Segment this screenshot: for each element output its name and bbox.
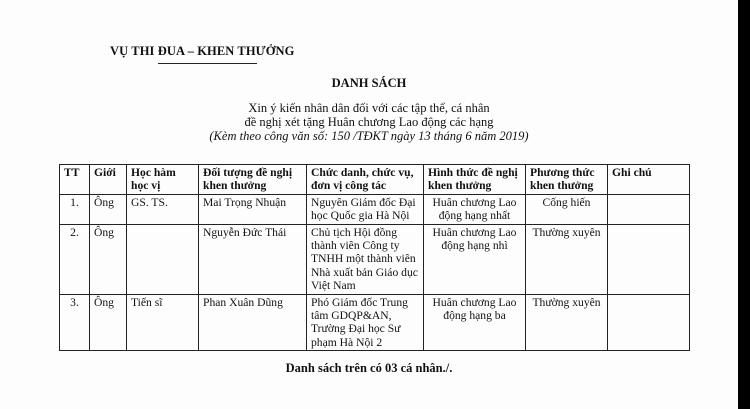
subtitle-line-2: đề nghị xét tặng Huân chương Lao động các hạng (244, 115, 494, 129)
cell-award: Huân chương Lao động hạng nhất (424, 194, 526, 224)
document-title: DANH SÁCH (331, 76, 407, 90)
cell-index: 3. (60, 294, 90, 351)
cell-method: Thường xuyên (526, 224, 608, 294)
subtitle-line-1: Xin ý kiến nhân dân đối với các tập thể, cá nhân (248, 101, 490, 115)
cell-gender: Ông (90, 294, 127, 351)
cell-method: Cống hiến (526, 194, 608, 224)
column-header: Chức danh, chức vụ, đơn vị công tác (307, 165, 424, 195)
cell-position: Nguyên Giám đốc Đại học Quốc gia Hà Nội (307, 194, 424, 224)
table-row (60, 294, 690, 351)
column-header: Đối tượng đề nghị khen thưởng (199, 165, 307, 195)
reference-note: (Kèm theo công văn số: 150 /TĐKT ngày 13 tháng 6 năm 2019) (209, 129, 529, 143)
cell-note (608, 294, 690, 351)
cell-method: Thường xuyên (526, 294, 608, 351)
cell-index: 1. (60, 194, 90, 224)
cell-note (608, 194, 690, 224)
cell-position: Phó Giám đốc Trung tâm GDQP&AN, Trường Đại học Sư phạm Hà Nội 2 (307, 294, 424, 351)
column-header: Ghi chú (608, 165, 690, 195)
department-underline (158, 63, 257, 64)
column-header: Hình thức đề nghị khen thưởng (424, 165, 526, 195)
cell-gender: Ông (90, 224, 127, 294)
cell-name: Mai Trọng Nhuận (199, 194, 307, 224)
column-header: TT (60, 165, 90, 195)
cell-award: Huân chương Lao động hạng ba (424, 294, 526, 351)
column-header: Học hàm học vị (127, 165, 199, 195)
summary-line: Danh sách trên có 03 cá nhân./. (285, 361, 453, 375)
cell-degree: GS. TS. (127, 194, 199, 224)
column-header: Giới (90, 165, 127, 195)
cell-award: Huân chương Lao động hạng nhì (424, 224, 526, 294)
table-row (60, 224, 690, 294)
column-header: Phương thức khen thưởng (526, 165, 608, 195)
candidate-table (59, 164, 690, 351)
cell-degree: Tiến sĩ (127, 294, 199, 351)
table-row (60, 194, 690, 224)
cell-degree (127, 224, 199, 294)
cell-index: 2. (60, 224, 90, 294)
cell-note (608, 224, 690, 294)
cell-name: Nguyễn Đức Thái (199, 224, 307, 294)
table-header-row (60, 165, 690, 195)
cell-gender: Ông (90, 194, 127, 224)
cell-position: Chủ tịch Hội đồng thành viên Công ty TNHH một thành viên Nhà xuất bản Giáo dục Việt Nam (307, 224, 424, 294)
department-name: VỤ THI ĐUA – KHEN THƯỞNG (110, 44, 295, 58)
cell-name: Phan Xuân Dũng (199, 294, 307, 351)
